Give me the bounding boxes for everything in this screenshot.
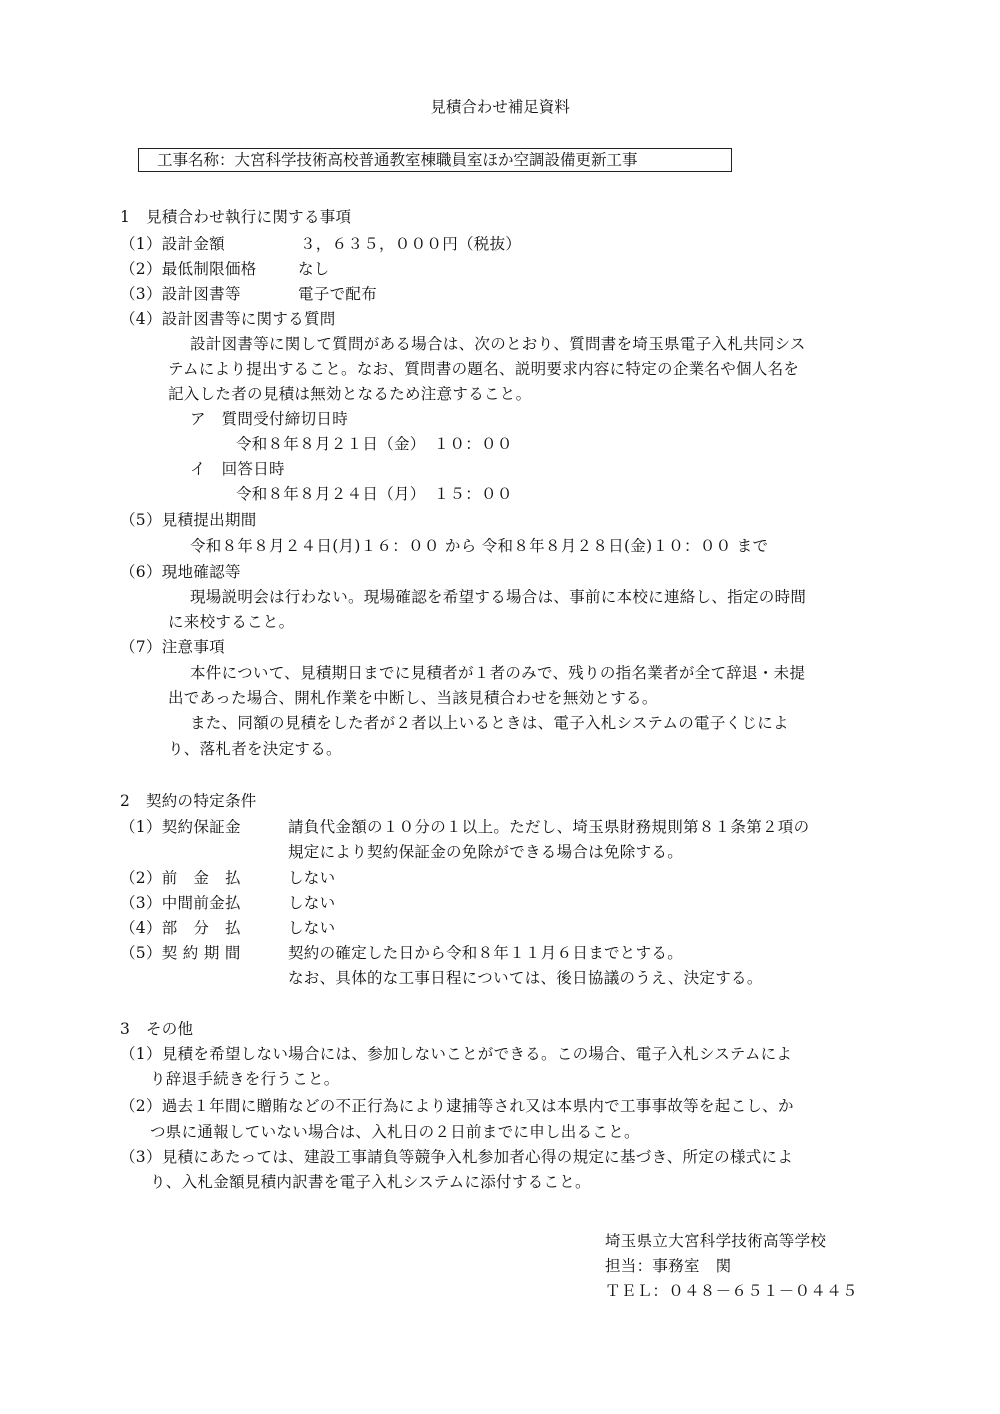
contract-period-label: （5）契 約 期 間 [120,944,241,962]
advance-payment-value: しない [288,869,336,887]
notes-label: （7）注意事項 [120,638,225,656]
question-deadline-label: ア 質問受付締切日時 [190,410,349,428]
guarantee-value-1: 請負代金額の１０分の１以上。ただし、埼玉県財務規則第８１条第２項の [288,818,810,836]
min-price-label: （2）最低制限価格 [120,260,257,278]
design-amount-label: （1）設計金額 [120,235,225,253]
questions-text-3: 記入した者の見積は無効となるため注意すること。 [168,385,532,403]
guarantee-value-2: 規定により契約保証金の免除ができる場合は免除する。 [288,843,684,861]
partial-payment-value: しない [288,919,336,937]
site-check-text-2: に来校すること。 [168,613,295,631]
questions-text-2: テムにより提出すること。なお、質問書の題名、説明要求内容に特定の企業名や個人名を [168,360,800,378]
answer-date-label: イ 回答日時 [190,460,285,478]
project-name: 工事名称：大宮科学技術高校普通教室棟職員室ほか空調設備更新工事 [157,151,638,169]
submission-period-label: （5）見積提出期間 [120,511,257,529]
other-item1-line1: （1）見積を希望しない場合には、参加しないことができる。この場合、電子入札システムによ [120,1045,793,1063]
other-item2-line1: （2）過去１年間に贈賄などの不正行為により逮捕等され又は本県内で工事事故等を起こし、か [120,1097,794,1115]
notes-text-1: 本件について、見積期日までに見積者が１者のみで、残りの指名業者が全て辞退・未提 [190,664,806,682]
min-price-value: なし [298,260,330,278]
contact-tel: ＴＥＬ：０４８－６５１－０４４５ [605,1282,858,1300]
submission-period-value: 令和８年８月２４日(月)１６：００ から 令和８年８月２８日(金)１０：００ まで [190,537,769,555]
project-name-box [138,148,732,172]
school-name: 埼玉県立大宮科学技術高等学校 [605,1232,827,1250]
guarantee-label: （1）契約保証金 [120,818,241,836]
contact-person: 担当：事務室 関 [605,1257,732,1275]
section3-heading: 3 その他 [120,1020,194,1038]
other-item3-line1: （3）見積にあたっては、建設工事請負等競争入札参加者心得の規定に基づき、所定の様式によ [120,1148,794,1166]
page-title: 見積合わせ補足資料 [430,98,570,116]
other-item2-line2: つ県に通報していない場合は、入札日の２日前までに申し出ること。 [150,1123,640,1141]
site-check-text-1: 現場説明会は行わない。現場確認を希望する場合は、事前に本校に連絡し、指定の時間 [190,588,807,606]
contract-period-value-1: 契約の確定した日から令和８年１１月６日までとする。 [288,944,684,962]
questions-label: （4）設計図書等に関する質問 [120,310,336,328]
questions-text-1: 設計図書等に関して質問がある場合は、次のとおり、質問書を埼玉県電子入札共同シス [190,335,806,353]
design-docs-value: 電子で配布 [298,285,378,303]
other-item3-line2: り、入札金額見積内訳書を電子入札システムに添付すること。 [150,1173,591,1191]
contract-period-value-2: なお、具体的な工事日程については、後日協議のうえ、決定する。 [288,969,763,987]
notes-text-3: また、同額の見積をした者が２者以上いるときは、電子入札システムの電子くじによ [190,714,789,732]
design-amount-value: ３，６３５，０００円（税抜） [300,235,522,253]
other-item1-line2: り辞退手続きを行うこと。 [150,1070,340,1088]
interim-payment-label: （3）中間前金払 [120,894,241,912]
notes-text-4: り、落札者を決定する。 [168,740,342,758]
answer-date-value: 令和８年８月２４日（月） １５：００ [236,485,513,503]
question-deadline-value: 令和８年８月２１日（金） １０：００ [236,435,513,453]
notes-text-2: 出であった場合、開札作業を中断し、当該見積合わせを無効とする。 [168,689,658,707]
site-check-label: （6）現地確認等 [120,563,241,581]
advance-payment-label: （2）前 金 払 [120,869,241,887]
section2-heading: 2 契約の特定条件 [120,792,257,810]
interim-payment-value: しない [288,894,336,912]
partial-payment-label: （4）部 分 払 [120,919,241,937]
section1-heading: 1 見積合わせ執行に関する事項 [120,208,352,226]
design-docs-label: （3）設計図書等 [120,285,241,303]
